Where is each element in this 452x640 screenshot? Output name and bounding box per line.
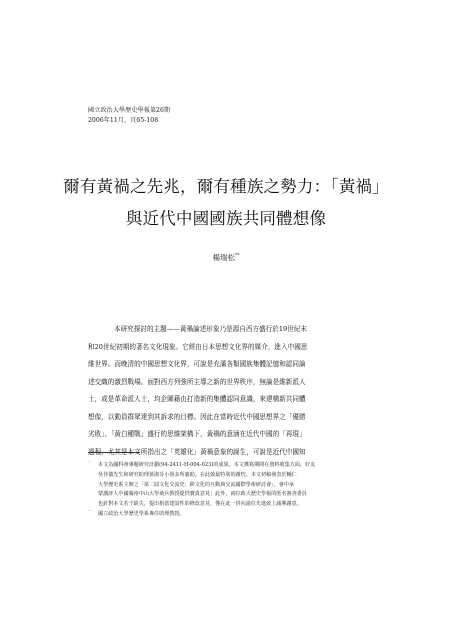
body-line: 劣敗」、「黃白種戰」盛行的思維架構下，黃禍的意涵在近代中國的「再現」: [88, 430, 306, 438]
author-name: 楊瑞松: [212, 253, 235, 262]
body-line: 述交織的激烈戰場。面對西方列強所主導之新的世界秩序，無論是維新派人: [88, 377, 306, 386]
footnote-line: 大學歷史系主辦之「第二屆文化交流史：跨文化的互動與交流國際學術研討會」，會中承: [98, 481, 295, 488]
abstract-body: [88, 321, 370, 461]
body-line: 過程，尤其是本文所指出之「英雄化」黃禍意象的誕生，可說是近代中國知: [88, 447, 306, 456]
footnote-line: **國立政治大學歷史學系專任助理教授。: [88, 509, 185, 517]
body-line: 士，或是革命派人士，均企圖藉由打造新的集體認同意識，來建構新共同體: [88, 395, 306, 403]
body-line: 想像，以動員群眾達到其訴求的目標。因此在當時近代中國思想界之「優勝: [88, 412, 306, 421]
footnotes: [88, 461, 373, 520]
journal-header: [88, 106, 170, 126]
journal-date-pages: 2006年11月，頁65-108: [88, 117, 159, 124]
footnote-line: *本文為國科會專題研究計劃(94-2411-H-004-023)的成果。本文獲寫期間在資料收集方面，好友: [88, 461, 316, 468]
footnote-text: 國立政治大學歷史學系專任助理教授。: [98, 510, 185, 517]
footnote-line: 吳佳儀先生和研究助理黃淑芬小姐多所襄助。在此致最特別的謝忱。本文初稿發表於輔仁: [98, 471, 297, 478]
author-line: [0, 252, 452, 263]
body-line: 本研究探討的主題——黃禍論述形象乃是源自西方盛行於19世紀末: [114, 325, 308, 333]
footnote-line: 蒙講評人中國廣州中山大學桑兵教授提供寶貴意見；此外，兩位政大歷史學報的匿名審查委員: [98, 491, 307, 498]
paper-title-line-1: 爾有黃禍之先兆，爾有種族之勢力：「黃禍」: [63, 177, 389, 196]
body-line: 維世界。而晚清的中國思想文化界，可說是充滿各類國族集體記憶和認同論: [88, 360, 306, 368]
footnote-divider: [88, 452, 140, 453]
paper-title-line-2: 與近代中國國族共同體想像: [125, 209, 327, 228]
footnote-text: 本文為國科會專題研究計劃(94-2411-H-004-023)的成果。本文獲寫期間在資料收集方面，好友: [98, 462, 316, 468]
body-line: 和20世紀初期的著名文化現象。它經由日本思想文化界的媒介，進入中國思: [88, 342, 308, 351]
author-footnote-mark: **: [234, 253, 240, 259]
footnote-line: 也針對本文若干缺失，提出相當建設性的修改意見，僅在此一併向諸位先進致上誠摯謝意。: [98, 501, 302, 508]
journal-name-issue: 國立政治大學歷史學報第26期: [88, 107, 171, 114]
